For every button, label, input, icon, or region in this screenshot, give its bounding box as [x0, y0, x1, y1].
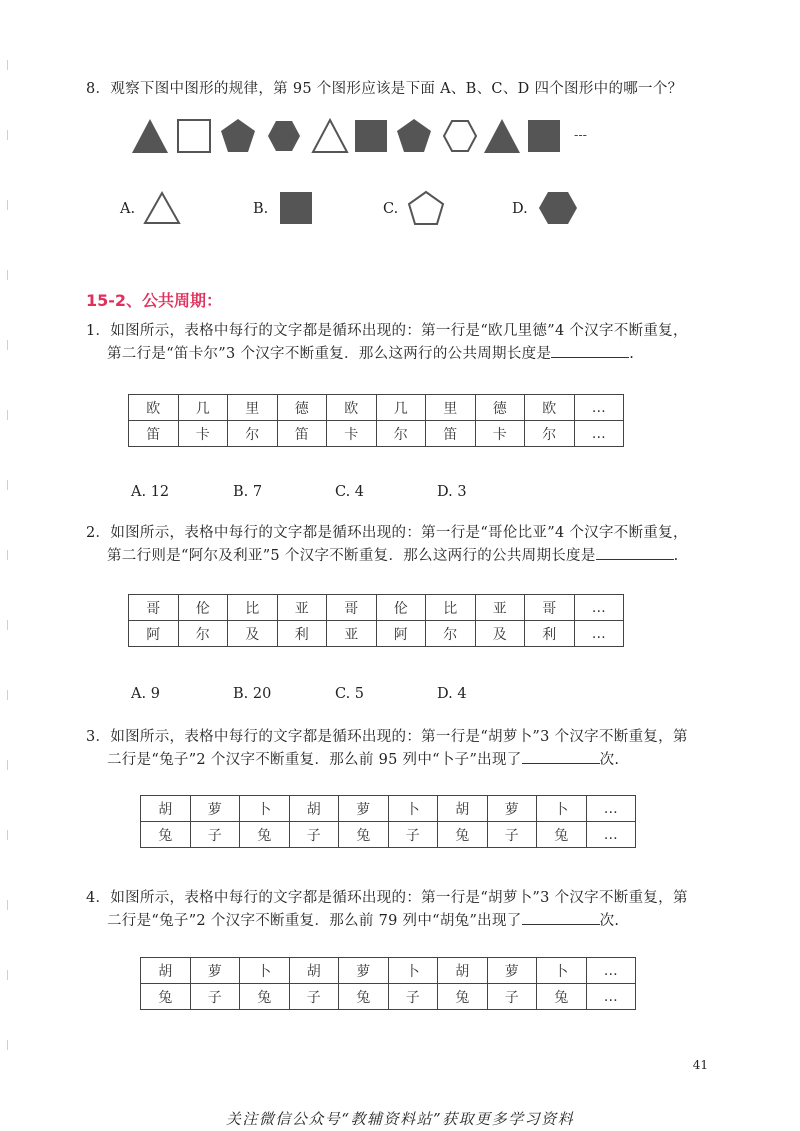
table-cell: 兔 [438, 822, 488, 848]
table-cell: 胡 [289, 796, 339, 822]
table-row [141, 984, 636, 1010]
table-cell: 萝 [190, 796, 240, 822]
binding-holes [0, 0, 16, 1131]
option-d-hexagon-filled-icon [536, 190, 580, 226]
table-cell: 尔 [228, 421, 278, 447]
table-cell: 卡 [475, 421, 525, 447]
table-cell: 卜 [388, 796, 438, 822]
table-cell: 哥 [327, 595, 377, 621]
table-cell: … [574, 621, 624, 647]
table-cell: 子 [487, 822, 537, 848]
page-number: 41 [692, 1058, 708, 1072]
table-cell: 胡 [438, 958, 488, 984]
triangle-filled-icon [132, 119, 168, 153]
q2-choice-d: D. 4 [437, 686, 467, 702]
table-cell: … [574, 421, 624, 447]
triangle-filled-icon [484, 119, 520, 153]
table-cell: 笛 [129, 421, 179, 447]
table-cell: … [586, 796, 636, 822]
table-cell: 兔 [240, 822, 290, 848]
q2-answer-blank [596, 545, 674, 560]
option-a-label: A. [120, 201, 136, 217]
q2-line1: 2．如图所示，表格中每行的文字都是循环出现的：第一行是“哥伦比亚”4 个汉字不断重复， [86, 525, 688, 541]
q4-table [140, 957, 636, 1010]
triangle-outline-icon [313, 120, 347, 152]
q1-choice-c: C. 4 [335, 484, 365, 500]
table-cell: 里 [426, 395, 476, 421]
table-cell: 卡 [327, 421, 377, 447]
table-cell: 兔 [537, 822, 587, 848]
table-cell: 兔 [141, 822, 191, 848]
table-cell: 阿 [376, 621, 426, 647]
table-cell: 子 [289, 822, 339, 848]
option-c-pentagon-outline-icon [406, 190, 446, 226]
table-cell: 卜 [537, 958, 587, 984]
table-cell: 子 [289, 984, 339, 1010]
hexagon-outline-icon [444, 121, 476, 151]
table-cell: 尔 [525, 421, 575, 447]
table-cell: 萝 [487, 796, 537, 822]
table-cell: … [574, 595, 624, 621]
table-row [141, 796, 636, 822]
shape-sequence [130, 115, 600, 157]
table-cell: … [586, 958, 636, 984]
table-cell: 及 [228, 621, 278, 647]
table-cell: 胡 [141, 958, 191, 984]
table-row [141, 822, 636, 848]
q8-text: 8．观察下图中图形的规律，第 95 个图形应该是下面 A、B、C、D 四个图形中的哪一个？ [86, 81, 683, 97]
table-cell: 亚 [327, 621, 377, 647]
table-cell: 子 [190, 984, 240, 1010]
table-cell: 德 [475, 395, 525, 421]
table-row [141, 958, 636, 984]
table-cell: 萝 [339, 958, 389, 984]
q2-line2: 第二行则是“阿尔及利亚”5 个汉字不断重复．那么这两行的公共周期长度是 . [107, 545, 679, 567]
table-cell: 卜 [537, 796, 587, 822]
table-cell: 兔 [339, 822, 389, 848]
table-row [129, 421, 624, 447]
option-a-triangle-outline-icon [142, 190, 182, 226]
table-cell: 比 [426, 595, 476, 621]
table-cell: 兔 [339, 984, 389, 1010]
table-cell: 卜 [388, 958, 438, 984]
table-cell: 利 [525, 621, 575, 647]
table-cell: 笛 [426, 421, 476, 447]
table-cell: 哥 [129, 595, 179, 621]
table-cell: … [586, 984, 636, 1010]
footer-note: 关注微信公众号“教辅资料站”获取更多学习资料 [225, 1110, 575, 1128]
table-row [129, 621, 624, 647]
table-cell: 欧 [327, 395, 377, 421]
table-row [129, 395, 624, 421]
table-cell: 欧 [129, 395, 179, 421]
table-cell: 胡 [438, 796, 488, 822]
table-cell: 子 [388, 822, 438, 848]
q2-table [128, 594, 624, 647]
q1-table [128, 394, 624, 447]
hexagon-filled-icon [268, 121, 300, 151]
table-cell: 萝 [190, 958, 240, 984]
table-cell: 哥 [525, 595, 575, 621]
table-cell: 德 [277, 395, 327, 421]
square-outline-icon [178, 120, 210, 152]
table-cell: 尔 [426, 621, 476, 647]
table-cell: 亚 [277, 595, 327, 621]
table-cell: 及 [475, 621, 525, 647]
table-cell: 卡 [178, 421, 228, 447]
q2-choice-a: A. 9 [131, 686, 160, 702]
table-cell: 阿 [129, 621, 179, 647]
table-cell: 萝 [487, 958, 537, 984]
q2-choice-b: B. 20 [233, 686, 272, 702]
table-cell: 利 [277, 621, 327, 647]
q3-line2: 二行是“兔子”2 个汉字不断重复．那么前 95 列中“卜子”出现了 次. [107, 749, 619, 771]
table-cell: 尔 [376, 421, 426, 447]
table-cell: 亚 [475, 595, 525, 621]
option-b-label: B. [253, 201, 269, 217]
table-cell: 里 [228, 395, 278, 421]
q3-answer-blank [522, 749, 600, 764]
table-cell: 笛 [277, 421, 327, 447]
table-cell: … [574, 395, 624, 421]
option-d-label: D. [512, 201, 528, 217]
square-filled-icon [528, 120, 560, 152]
table-cell: 卜 [240, 958, 290, 984]
table-cell: 比 [228, 595, 278, 621]
table-cell: 几 [376, 395, 426, 421]
q1-answer-blank [551, 343, 629, 358]
table-cell: … [586, 822, 636, 848]
section-title: 15-2、公共周期： [86, 291, 223, 310]
table-cell: 子 [487, 984, 537, 1010]
table-cell: 子 [388, 984, 438, 1010]
table-cell: 尔 [178, 621, 228, 647]
option-b-square-filled-icon [276, 190, 316, 226]
table-cell: 几 [178, 395, 228, 421]
square-filled-icon [355, 120, 387, 152]
q4-line2: 二行是“兔子”2 个汉字不断重复．那么前 79 列中“胡兔”出现了 次. [107, 910, 619, 932]
q4-answer-blank [522, 910, 600, 925]
table-cell: 伦 [376, 595, 426, 621]
table-cell: 子 [190, 822, 240, 848]
table-cell: 欧 [525, 395, 575, 421]
option-c-label: C. [383, 201, 399, 217]
q1-line2: 第二行是“笛卡尔”3 个汉字不断重复．那么这两行的公共周期长度是 . [107, 343, 634, 365]
pentagon-filled-icon [221, 119, 255, 152]
table-cell: 卜 [240, 796, 290, 822]
q4-line1: 4．如图所示，表格中每行的文字都是循环出现的：第一行是“胡萝卜”3 个汉字不断重复，第 [86, 890, 688, 906]
q3-table [140, 795, 636, 848]
q1-choice-d: D. 3 [437, 484, 467, 500]
q1-choice-a: A. 12 [131, 484, 170, 500]
q1-line1: 1．如图所示，表格中每行的文字都是循环出现的：第一行是“欧几里德”4 个汉字不断重复， [86, 323, 688, 339]
table-cell: 兔 [240, 984, 290, 1010]
table-cell: 兔 [537, 984, 587, 1010]
table-cell: 兔 [438, 984, 488, 1010]
table-cell: 萝 [339, 796, 389, 822]
table-cell: 胡 [141, 796, 191, 822]
q1-choice-b: B. 7 [233, 484, 263, 500]
table-cell: 伦 [178, 595, 228, 621]
sequence-continuation: --- [574, 128, 587, 142]
table-cell: 胡 [289, 958, 339, 984]
table-cell: 兔 [141, 984, 191, 1010]
q3-line1: 3．如图所示，表格中每行的文字都是循环出现的：第一行是“胡萝卜”3 个汉字不断重复，第 [86, 729, 688, 745]
q2-choice-c: C. 5 [335, 686, 365, 702]
pentagon-filled-icon [397, 119, 431, 152]
table-row [129, 595, 624, 621]
